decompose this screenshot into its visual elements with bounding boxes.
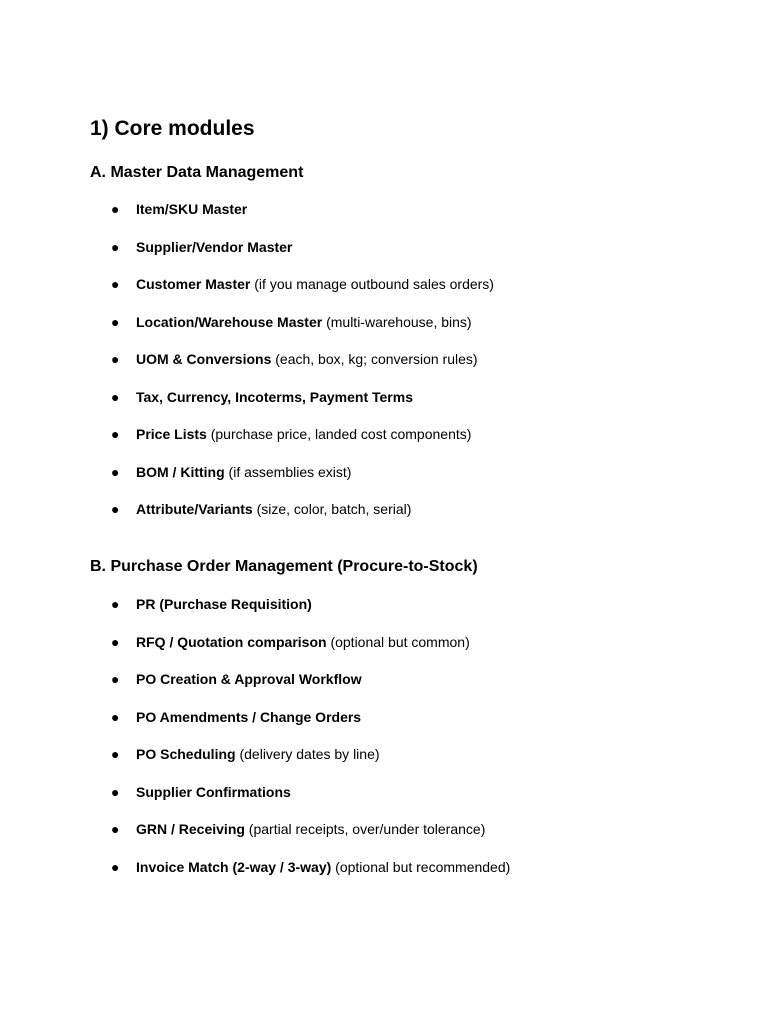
list-item-text — [136, 744, 380, 764]
item-title: PO Creation & Approval Workflow — [136, 671, 362, 687]
bullet-icon: ● — [111, 501, 120, 517]
list-item-text — [136, 782, 291, 802]
item-note: (delivery dates by line) — [235, 746, 380, 762]
bullet-icon: ● — [111, 821, 120, 837]
list-item-text — [136, 857, 510, 877]
item-title: UOM & Conversions — [136, 351, 272, 367]
item-title: GRN / Receiving — [136, 821, 245, 837]
bullet-icon: ● — [111, 463, 120, 480]
item-title: Tax, Currency, Incoterms, Payment Terms — [136, 388, 413, 405]
bullet-icon: ● — [111, 313, 120, 330]
item-note: (if assemblies exist) — [224, 463, 352, 480]
list-item-text — [136, 594, 312, 614]
bullet-icon: ● — [111, 783, 120, 800]
item-title: Price Lists — [136, 426, 207, 442]
item-note: (optional but common) — [326, 633, 470, 650]
list-item-text — [136, 312, 472, 332]
item-title: PO Scheduling — [136, 746, 236, 762]
list-item-text — [136, 707, 361, 727]
bullet-icon: ● — [111, 276, 120, 292]
item-title: Supplier Confirmations — [136, 783, 291, 800]
bullet-icon: ● — [111, 858, 120, 875]
bullet-icon: ● — [111, 596, 120, 612]
list-item-text — [136, 669, 362, 689]
bullet-icon: ● — [111, 671, 120, 687]
list-item-text — [136, 632, 470, 652]
item-title: Invoice Match (2-way / 3-way) — [136, 858, 332, 875]
item-title: Item/SKU Master — [136, 201, 248, 217]
list-item-text — [136, 199, 247, 219]
section-heading-purchase-orders: B. Purchase Order Management (Procure-to-Stock) — [90, 558, 478, 575]
item-title: Customer Master — [136, 276, 251, 292]
item-note: (size, color, batch, serial) — [252, 501, 412, 517]
item-title: PR (Purchase Requisition) — [136, 596, 312, 612]
item-title: RFQ / Quotation comparison — [136, 633, 327, 650]
section-heading-master-data: A. Master Data Management — [90, 164, 304, 181]
item-title: Attribute/Variants — [136, 501, 253, 517]
bullet-icon: ● — [111, 238, 120, 255]
bullet-icon: ● — [111, 351, 120, 367]
list-item-text — [136, 387, 413, 407]
list-item-text — [136, 819, 485, 839]
item-note: (partial receipts, over/under tolerance) — [244, 821, 486, 837]
bullet-icon: ● — [111, 201, 120, 217]
item-title: Location/Warehouse Master — [136, 313, 323, 330]
bullet-icon: ● — [111, 426, 120, 442]
item-note: (optional but recommended) — [331, 858, 511, 875]
bullet-icon: ● — [111, 708, 120, 725]
item-note: (each, box, kg; conversion rules) — [271, 351, 478, 367]
list-item-text — [136, 462, 351, 482]
bullet-icon: ● — [111, 633, 120, 650]
item-title: PO Amendments / Change Orders — [136, 708, 362, 725]
item-title: BOM / Kitting — [136, 463, 225, 480]
item-note: (purchase price, landed cost components) — [206, 426, 472, 442]
list-item-text — [136, 424, 471, 444]
list-item-text — [136, 499, 411, 519]
bullet-icon: ● — [111, 746, 120, 762]
item-title: Supplier/Vendor Master — [136, 238, 293, 255]
list-item-text — [136, 274, 494, 294]
page-heading: 1) Core modules — [90, 117, 255, 140]
list-item-text — [136, 349, 478, 369]
list-item-text — [136, 237, 292, 257]
item-note: (multi-warehouse, bins) — [322, 313, 472, 330]
bullet-icon: ● — [111, 388, 120, 405]
item-note: (if you manage outbound sales orders) — [250, 276, 494, 292]
